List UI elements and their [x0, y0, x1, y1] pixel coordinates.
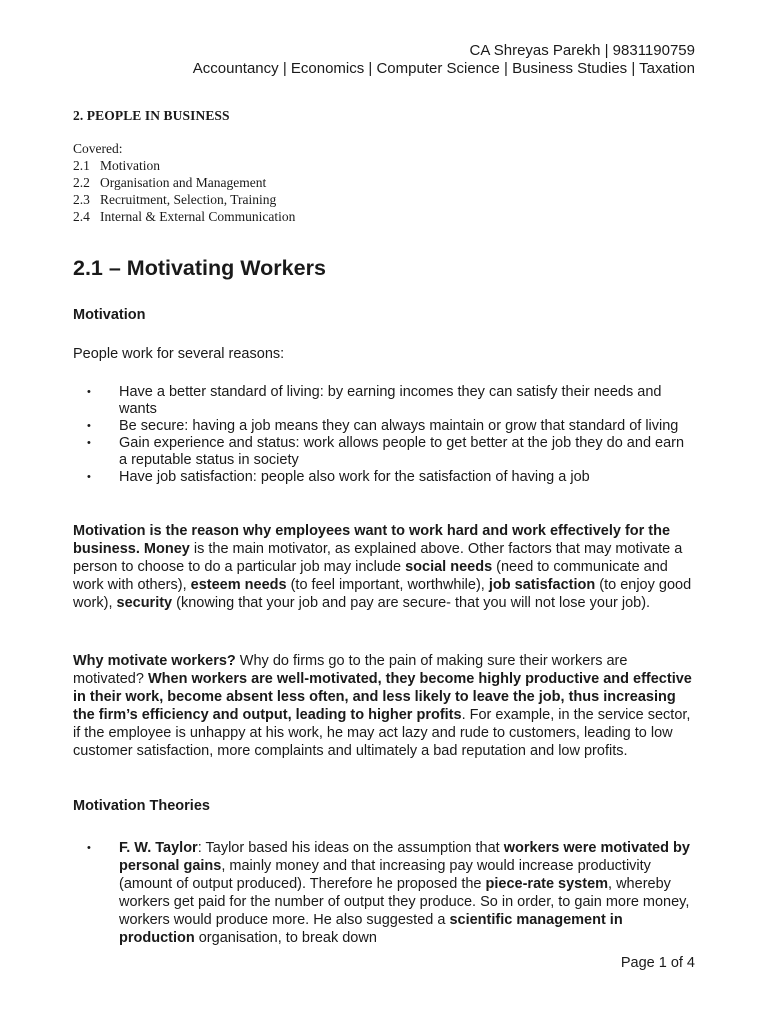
- bold-text: When workers are well-motivated, they become highly productive and effective in their work, become absent less often, and less likely to leave the job, thus increasing the firm’s efficiency and output, leading to higher profits: [73, 671, 692, 723]
- body-text: (to enjoy good work),: [73, 577, 692, 611]
- body-text: (to feel important, worthwhile),: [286, 577, 489, 593]
- covered-item: [73, 157, 295, 174]
- bold-text: Motivation is the reason why employees want to work hard and work effectively for the business.: [73, 523, 671, 557]
- why-motivate-paragraph: [73, 652, 695, 760]
- taylor-theory-text: [119, 840, 690, 946]
- covered-item-num: 2.4: [73, 209, 90, 224]
- list-item: [73, 384, 695, 418]
- bold-text: piece-rate system: [485, 876, 609, 892]
- body-text: is the main motivator, as explained above. Other factors that may motivate a person to choose to do a particular job may include: [73, 541, 683, 575]
- bold-text: security: [116, 595, 173, 611]
- covered-item-text: Recruitment, Selection, Training: [100, 192, 277, 207]
- list-item: [73, 435, 695, 469]
- bullet-icon: •: [87, 386, 91, 398]
- list-item: [73, 839, 695, 947]
- list-item-text: Be secure: having a job means they can always maintain or grow that standard of living: [119, 418, 679, 434]
- covered-item: [73, 191, 295, 208]
- list-item-text: Have job satisfaction: people also work for the satisfaction of having a job: [119, 469, 590, 485]
- list-item: [73, 418, 695, 435]
- motivation-subheading: Motivation: [73, 307, 146, 323]
- bold-text: esteem needs: [190, 577, 287, 593]
- covered-item-num: 2.3: [73, 192, 90, 207]
- list-item: [73, 469, 695, 486]
- body-text: , mainly money and that increasing pay would increase productivity (amount of output produced). Therefore he proposed the: [119, 858, 651, 892]
- covered-item-num: 2.1: [73, 158, 90, 173]
- covered-item: [73, 208, 295, 225]
- covered-item-text: Organisation and Management: [100, 175, 267, 190]
- body-text: : Taylor based his ideas on the assumption that: [197, 840, 504, 856]
- motivation-definition-paragraph: [73, 522, 695, 612]
- bold-text: job satisfaction: [488, 577, 596, 593]
- covered-item-text: Motivation: [100, 158, 160, 173]
- list-item-text: Have a better standard of living: by earning incomes they can satisfy their needs and wants: [119, 384, 662, 417]
- body-text: Why do firms go to the pain of making sure their workers are motivated?: [73, 653, 628, 687]
- header-contact: CA Shreyas Parekh | 9831190759: [469, 42, 695, 59]
- covered-list: [73, 140, 295, 225]
- bold-text: workers were motivated by personal gains: [119, 840, 690, 874]
- bold-text: scientific management in production: [119, 912, 623, 946]
- body-text: organisation, to break down: [194, 930, 377, 946]
- theories-list: [73, 839, 695, 947]
- bullet-icon: •: [87, 420, 91, 432]
- covered-item-num: 2.2: [73, 175, 90, 190]
- bullet-icon: •: [87, 471, 91, 483]
- body-text: (knowing that your job and pay are secure- that you will not lose your job).: [172, 595, 651, 611]
- section-title: 2. PEOPLE IN BUSINESS: [73, 108, 230, 123]
- page-number: Page 1 of 4: [620, 955, 695, 971]
- reasons-list: [73, 384, 695, 486]
- motivation-intro: People work for several reasons:: [73, 346, 285, 362]
- body-text: (need to communicate and work with others),: [73, 559, 668, 593]
- list-item-text: Gain experience and status: work allows people to get better at the job they do and earn a reputable status in society: [119, 435, 685, 468]
- main-heading: 2.1 – Motivating Workers: [73, 256, 326, 280]
- header-subjects: Accountancy | Economics | Computer Science | Business Studies | Taxation: [192, 60, 695, 77]
- bullet-icon: •: [87, 437, 91, 449]
- covered-label: Covered:: [73, 141, 123, 156]
- bold-text: F. W. Taylor: [119, 840, 198, 856]
- covered-item-text: Internal & External Communication: [100, 209, 296, 224]
- bold-text: social needs: [405, 559, 493, 575]
- body-text: . For example, in the service sector, if the employee is unhappy at his work, he may act lazy and rude to customers, leading to low customer satisfaction, more complaints and ultimately a bad reputation and low profits.: [73, 707, 691, 759]
- theories-subheading: Motivation Theories: [73, 798, 210, 814]
- page-header: [193, 42, 695, 78]
- body-text: , whereby workers get paid for the number of output they produce. So in order, to gain more money, workers would produce more. He also suggested a: [119, 876, 690, 928]
- bold-text: Why motivate workers?: [73, 653, 236, 669]
- covered-item: [73, 174, 295, 191]
- bold-text: Money: [143, 541, 190, 557]
- bullet-icon: •: [87, 842, 91, 854]
